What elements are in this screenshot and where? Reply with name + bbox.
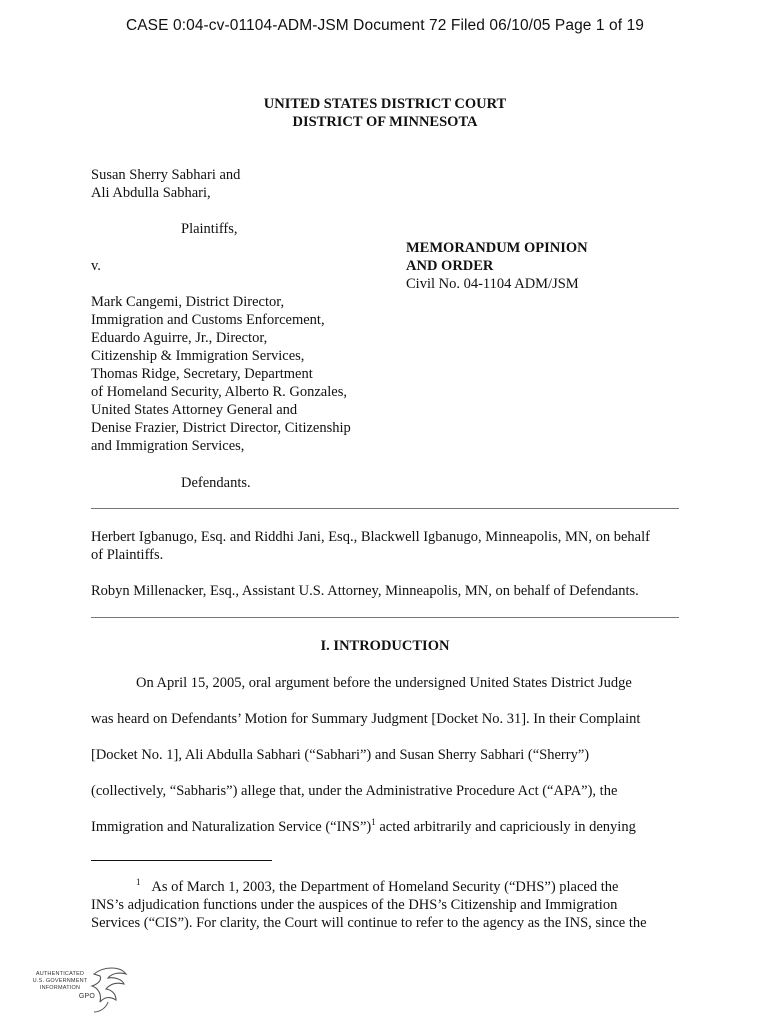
doc-title-line-1: MEMORANDUM OPINION bbox=[406, 240, 588, 256]
defendant-line: of Homeland Security, Alberto R. Gonzales, bbox=[91, 384, 347, 400]
footnote-reference[interactable]: 1 bbox=[371, 817, 376, 828]
plaintiff-name-2: Ali Abdulla Sabhari, bbox=[91, 185, 211, 201]
body-line: On April 15, 2005, oral argument before the undersigned United States District Judge bbox=[136, 675, 632, 691]
seal-text-3: INFORMATION bbox=[39, 985, 81, 991]
defendants-label: Defendants. bbox=[181, 475, 251, 491]
seal-text-1: AUTHENTICATED bbox=[35, 971, 85, 977]
court-title bbox=[0, 95, 770, 131]
court-district: DISTRICT OF MINNESOTA bbox=[292, 114, 478, 130]
versus: v. bbox=[91, 258, 101, 274]
defendant-line: Thomas Ridge, Secretary, Department bbox=[91, 366, 313, 382]
footnote-text-1: As of March 1, 2003, the Department of Homeland Security (“DHS”) placed the bbox=[151, 879, 619, 895]
counsel-plaintiffs-line-1: Herbert Igbanugo, Esq. and Riddhi Jani, Esq., Blackwell Igbanugo, Minneapolis, MN, on behalf bbox=[91, 529, 650, 545]
body-line-start: Immigration and Naturalization Service (“INS”) bbox=[91, 819, 372, 835]
footnote-rule bbox=[91, 860, 272, 861]
defendant-line: Denise Frazier, District Director, Citizenship bbox=[91, 420, 351, 436]
body-line: [Docket No. 1], Ali Abdulla Sabhari (“Sabhari”) and Susan Sherry Sabhari (“Sherry”) bbox=[91, 747, 590, 763]
counsel-plaintiffs-line-2: of Plaintiffs. bbox=[91, 547, 164, 563]
eagle-icon bbox=[86, 964, 132, 1016]
footnote-marker: 1 bbox=[136, 877, 141, 888]
body-line: (collectively, “Sabharis”) allege that, under the Administrative Procedure Act (“APA”), the bbox=[91, 783, 618, 799]
divider-bottom bbox=[91, 617, 679, 618]
body-line-with-footnote bbox=[91, 818, 636, 836]
plaintiff-name-1: Susan Sherry Sabhari and bbox=[91, 167, 241, 183]
section-heading: I. INTRODUCTION bbox=[320, 638, 450, 654]
divider-top bbox=[91, 508, 679, 509]
defendant-line: Citizenship & Immigration Services, bbox=[91, 348, 305, 364]
defendant-line: United States Attorney General and bbox=[91, 402, 298, 418]
footnote-line-1 bbox=[136, 878, 618, 896]
seal-text-gpo: GPO bbox=[78, 993, 96, 1000]
counsel-defendants: Robyn Millenacker, Esq., Assistant U.S. Attorney, Minneapolis, MN, on behalf of Defendants. bbox=[91, 583, 639, 599]
plaintiffs-label: Plaintiffs, bbox=[181, 221, 238, 237]
defendant-line: Eduardo Aguirre, Jr., Director, bbox=[91, 330, 268, 346]
civil-number: Civil No. 04-1104 ADM/JSM bbox=[406, 276, 579, 292]
body-line-end: acted arbitrarily and capriciously in denying bbox=[375, 819, 636, 835]
defendant-line: Mark Cangemi, District Director, bbox=[91, 294, 285, 310]
footnote-line-2: INS’s adjudication functions under the auspices of the DHS’s Citizenship and Immigration bbox=[91, 897, 618, 913]
gpo-authentication-seal bbox=[28, 962, 138, 1018]
body-line: was heard on Defendants’ Motion for Summary Judgment [Docket No. 31]. In their Complaint bbox=[91, 711, 641, 727]
case-header: CASE 0:04-cv-01104-ADM-JSM Document 72 Filed 06/10/05 Page 1 of 19 bbox=[125, 17, 645, 34]
defendant-line: and Immigration Services, bbox=[91, 438, 245, 454]
seal-text-2: U.S. GOVERNMENT bbox=[32, 978, 88, 984]
footnote-line-3: Services (“CIS”). For clarity, the Court will continue to refer to the agency as the INS, since the bbox=[91, 915, 647, 931]
court-name: UNITED STATES DISTRICT COURT bbox=[263, 96, 507, 112]
doc-title-line-2: AND ORDER bbox=[406, 258, 494, 274]
defendant-line: Immigration and Customs Enforcement, bbox=[91, 312, 325, 328]
